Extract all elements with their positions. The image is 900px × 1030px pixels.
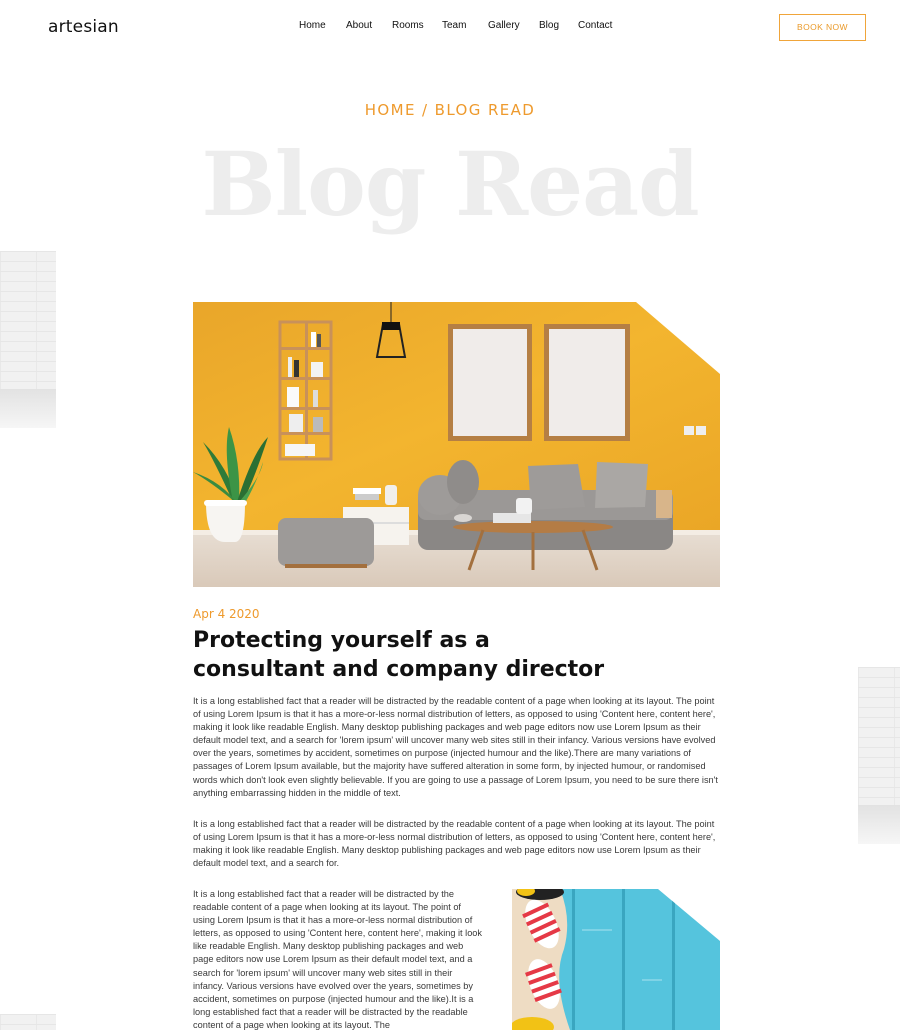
side-photo-left	[0, 251, 56, 428]
nav-rooms[interactable]: Rooms	[392, 20, 424, 31]
post-title: Protecting yourself as a consultant and company director	[193, 628, 605, 682]
nav-home[interactable]: Home	[299, 20, 326, 31]
post-paragraph: It is a long established fact that a reader will be distracted by the readable content of a page when looking at its layout. The point of using Lorem Ipsum is that it has a more-or-less normal distribution of letters, as opposed to using 'Content here, content here', making it look like readable English. Many desktop publishing packages and web page editors now use Lorem Ipsum as their default model text, and a search for.	[193, 819, 716, 869]
nav-about[interactable]: About	[346, 20, 373, 31]
breadcrumb: HOME / BLOG READ	[364, 101, 536, 119]
post-paragraph: It is a long established fact that a reader will be distracted by the readable content of a page when looking at its layout. The point of using Lorem Ipsum is that it has a more-or-less normal distribution of letters, as opposed to using 'Content here, content here', making it look like readable English. Many desktop publishing packages and web page editors now use Lorem Ipsum as their default model text, and a search for 'lorem ipsum' will uncover many web sites still in their infancy. Various versions have evolved over the years, sometimes by accident, sometimes on purpose (injected humour and the like).There are many variations of passages of Lorem Ipsum available, but the majority have suffered alteration in some form, by injected humour, or randomised words which don't look even slightly believable. If you are going to use a passage of Lorem Ipsum, you need to be sure there isn't anything embarrassing hidden in the middle of text.	[193, 696, 718, 798]
side-photo-right	[858, 667, 900, 844]
post-paragraph: It is a long established fact that a reader will be distracted by the readable content of a page when looking at its layout. The point of using Lorem Ipsum is that it has a more-or-less normal distribution of letters, as opposed to using 'Content here, content here', making it look like readable English. Many desktop publishing packages and web page editors now use Lorem Ipsum as their default model text, and a search for 'lorem ipsum' will uncover many web sites still in their infancy. Various versions have evolved over the years, sometimes by accident, sometimes on purpose (injected humour and the like).It is a long established fact that a reader will be distracted by the readable content of a page when looking at its layout. The	[193, 889, 483, 1030]
site-header	[0, 0, 900, 56]
beach-image	[512, 889, 720, 1030]
nav-contact[interactable]: Contact	[578, 20, 613, 31]
blog-cover-image	[193, 302, 720, 587]
page-title: Blog Read	[201, 132, 699, 236]
nav-team[interactable]: Team	[442, 20, 467, 31]
book-now-button[interactable]: BOOK NOW	[779, 14, 866, 41]
post-date: Apr 4 2020	[193, 607, 260, 621]
nav-gallery[interactable]: Gallery	[488, 20, 520, 31]
main-nav	[299, 20, 628, 31]
side-photo-bottom-left	[0, 1014, 56, 1030]
nav-blog[interactable]: Blog	[539, 20, 560, 31]
site-logo[interactable]: artesian	[48, 17, 119, 37]
